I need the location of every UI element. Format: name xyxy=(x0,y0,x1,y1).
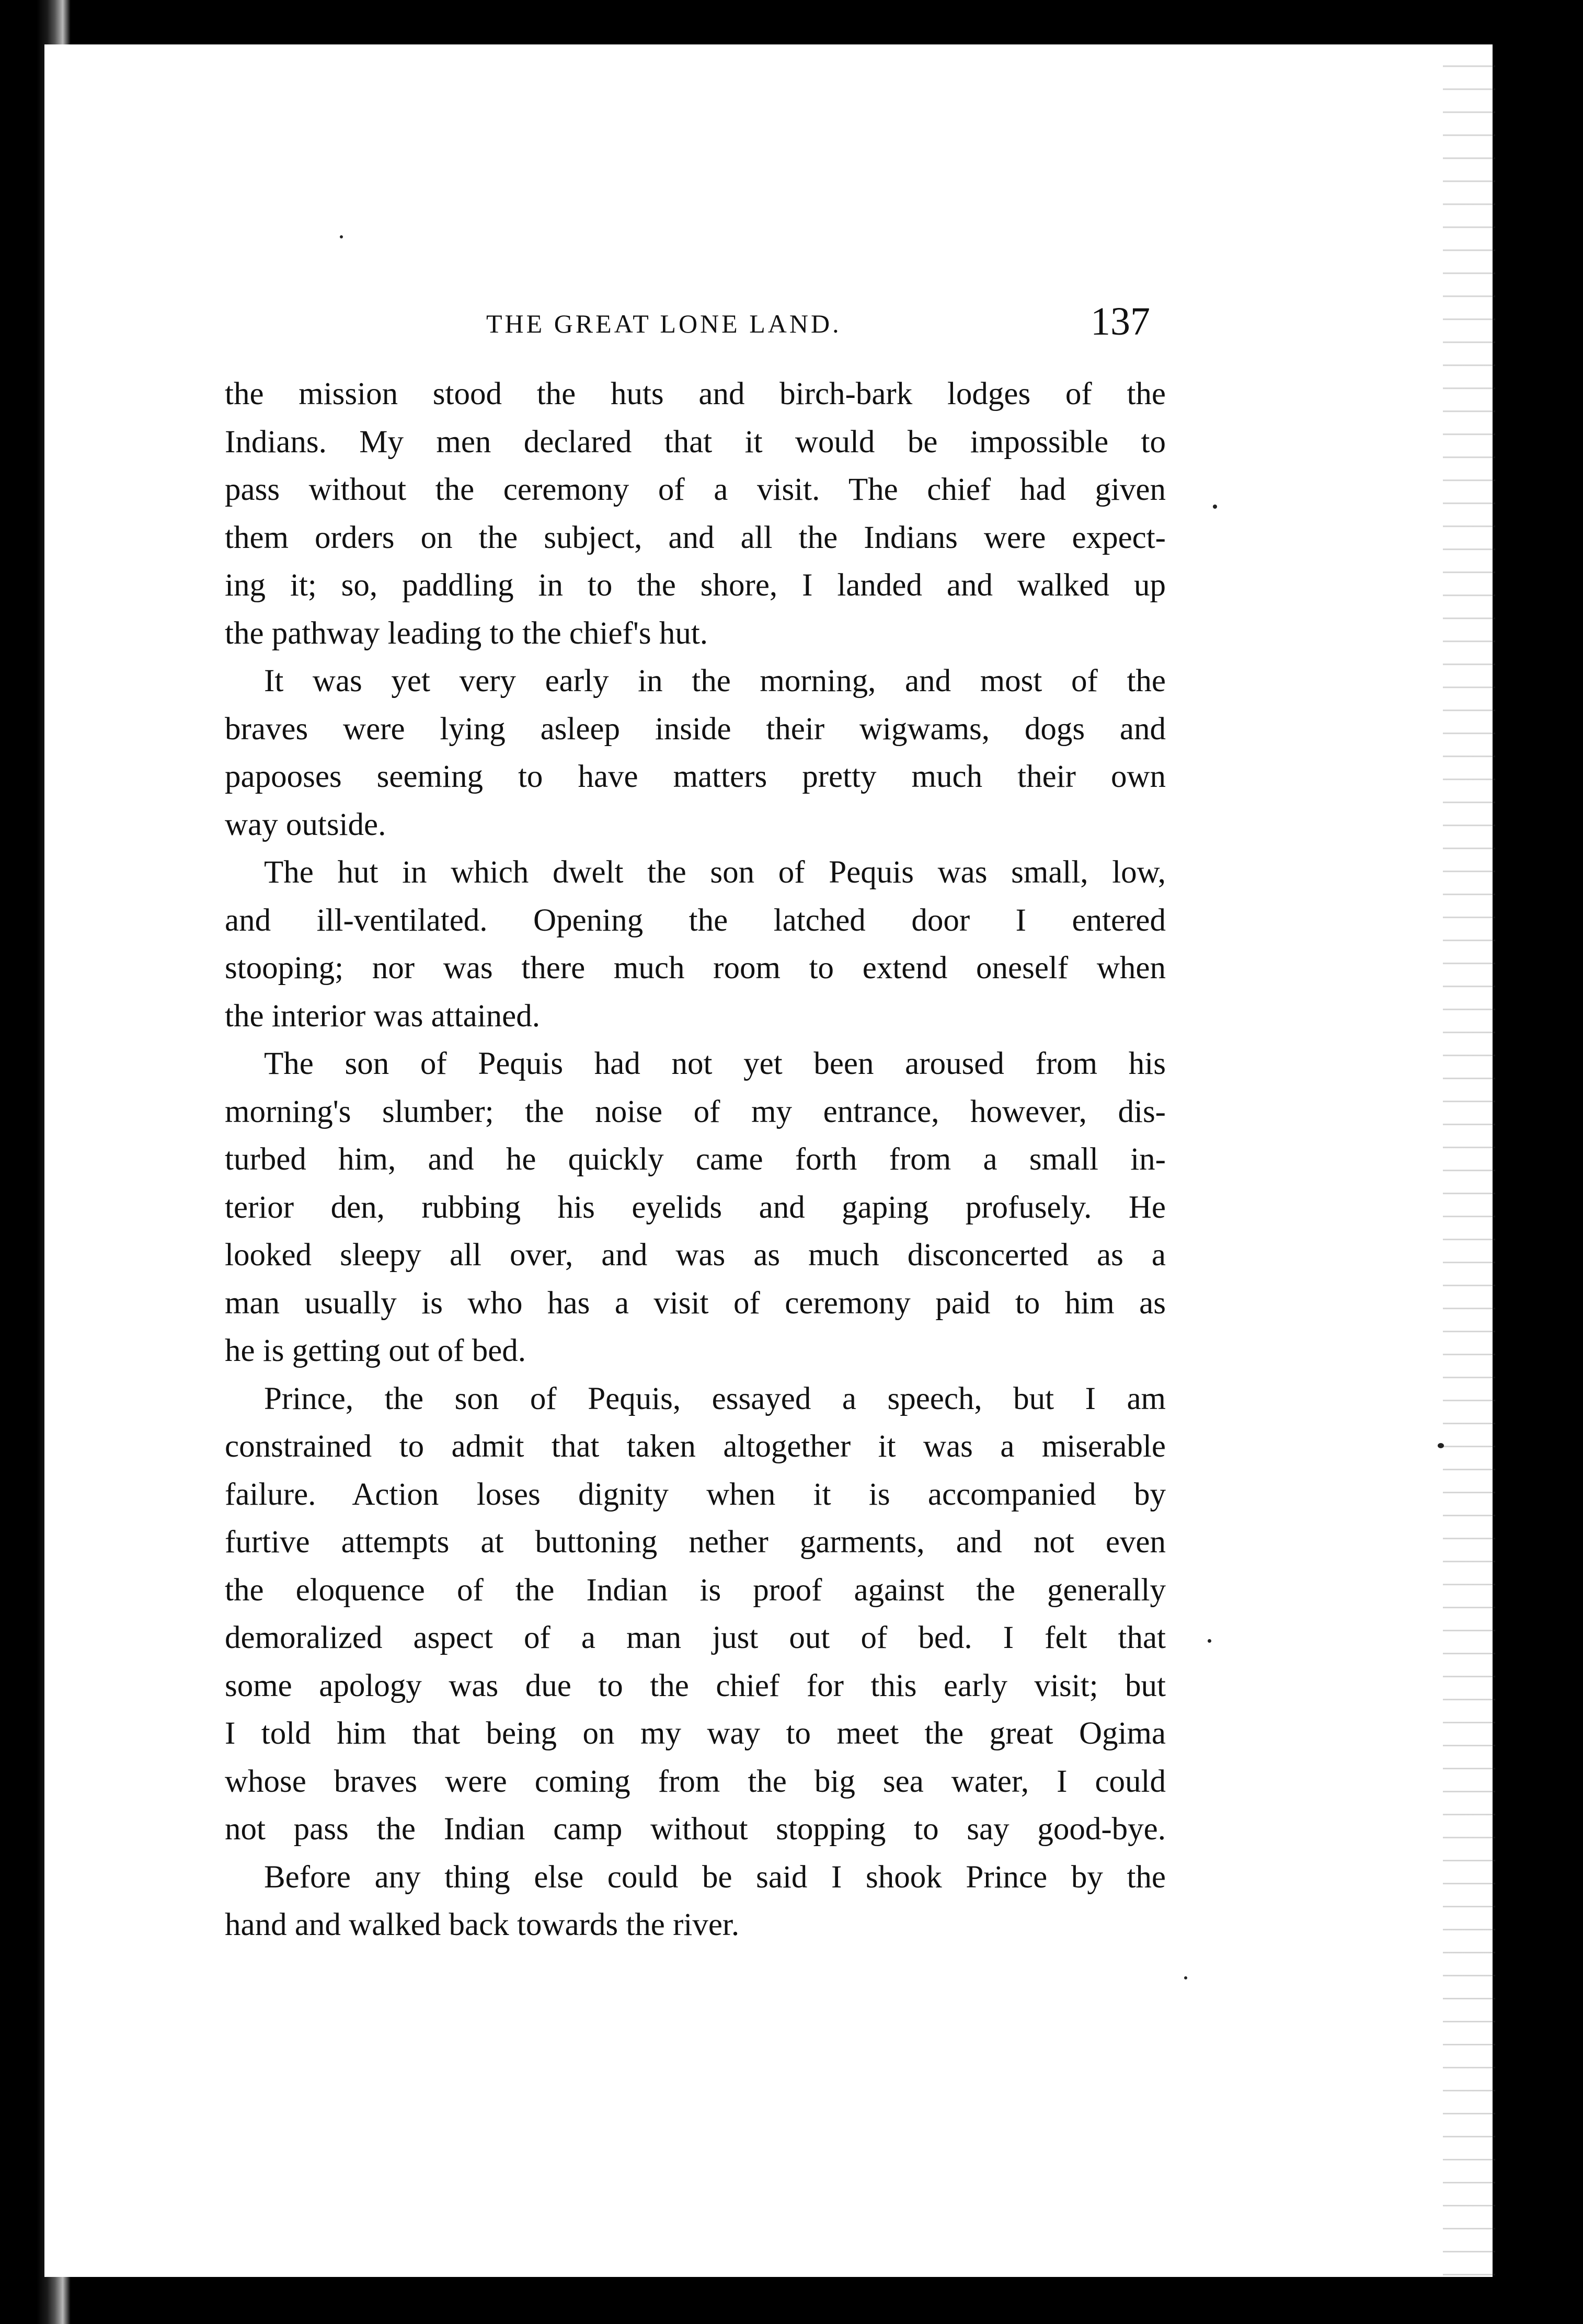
text-line: braves were lying asleep inside their wigwams, dogs and xyxy=(225,711,1166,747)
text-line: constrained to admit that taken altogether it was a miserable xyxy=(225,1429,1166,1464)
scan-speck xyxy=(340,235,343,238)
text-line: he is getting out of bed. xyxy=(225,1333,526,1368)
paragraph-2 xyxy=(225,657,1166,849)
text-line: turbed him, and he quickly came forth from a small in- xyxy=(225,1142,1166,1177)
scan-speck xyxy=(1213,505,1217,509)
text-line: The hut in which dwelt the son of Pequis was small, low, xyxy=(264,855,1166,890)
text-line: whose braves were coming from the big sea water, I could xyxy=(225,1764,1166,1799)
paragraph-6 xyxy=(225,1853,1166,1949)
text-line: Before any thing else could be said I shook Prince by the xyxy=(264,1859,1166,1895)
text-line: furtive attempts at buttoning nether garments, and not even xyxy=(225,1525,1166,1560)
text-line: looked sleepy all over, and was as much disconcerted as a xyxy=(225,1238,1166,1273)
page-number: 137 xyxy=(1091,300,1150,344)
text-line: and ill-ventilated. Opening the latched door I entered xyxy=(225,902,1166,938)
text-line: It was yet very early in the morning, and most of the xyxy=(264,663,1166,699)
body-text xyxy=(225,370,1166,1949)
page-edge-noise xyxy=(1443,44,1495,2277)
text-line: morning's slumber; the noise of my entrance, however, dis- xyxy=(225,1094,1166,1129)
text-line: failure. Action loses dignity when it is accompanied by xyxy=(225,1476,1166,1512)
paragraph-3 xyxy=(225,849,1166,1040)
text-line: the pathway leading to the chief's hut. xyxy=(225,615,708,651)
text-line: the interior was attained. xyxy=(225,998,541,1034)
text-line: the mission stood the huts and birch-bark lodges of the xyxy=(225,376,1166,411)
text-line: them orders on the subject, and all the Indians were expect- xyxy=(225,520,1166,555)
text-line: papooses seeming to have matters pretty much their own xyxy=(225,759,1166,794)
text-line: man usually is who has a visit of ceremony paid to him as xyxy=(225,1285,1166,1321)
text-line: The son of Pequis had not yet been aroused from his xyxy=(264,1046,1166,1081)
text-line: I told him that being on my way to meet the great Ogima xyxy=(225,1716,1166,1751)
text-line: not pass the Indian camp without stopping to say good-bye. xyxy=(225,1812,1166,1847)
text-line: Prince, the son of Pequis, essayed a speech, but I am xyxy=(264,1381,1166,1416)
running-header xyxy=(230,299,1150,346)
text-line: pass without the ceremony of a visit. The chief had given xyxy=(225,472,1166,507)
text-line: the eloquence of the Indian is proof against the generally xyxy=(225,1572,1166,1608)
paragraph-4 xyxy=(225,1040,1166,1375)
text-line: terior den, rubbing his eyelids and gaping profusely. He xyxy=(225,1189,1166,1225)
text-line: way outside. xyxy=(225,807,386,842)
text-line: some apology was due to the chief for this early visit; but xyxy=(225,1668,1166,1703)
text-line: hand and walked back towards the river. xyxy=(225,1907,740,1942)
paragraph-5 xyxy=(225,1375,1166,1853)
running-title: THE GREAT LONE LAND. xyxy=(486,309,842,338)
paragraph-1 xyxy=(225,370,1166,657)
text-line: ing it; so, paddling in to the shore, I landed and walked up xyxy=(225,568,1166,603)
scan-speck xyxy=(1208,1639,1211,1643)
scan-speck xyxy=(1184,1976,1187,1979)
text-line: Indians. My men declared that it would be impossible to xyxy=(225,424,1166,460)
text-line: stooping; nor was there much room to extend oneself when xyxy=(225,951,1166,986)
text-line: demoralized aspect of a man just out of bed. I felt that xyxy=(225,1620,1166,1655)
scan-speck xyxy=(1438,1443,1444,1448)
